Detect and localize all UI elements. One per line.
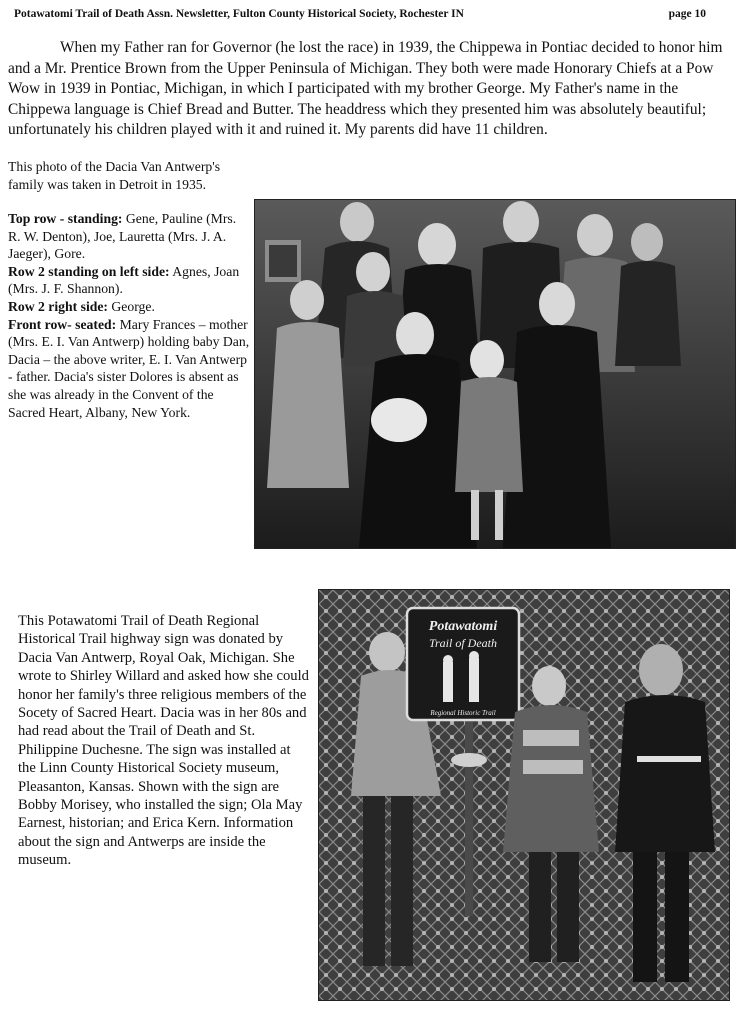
sign-photo [318, 589, 730, 1001]
intro-paragraph: When my Father ran for Governor (he lost the race) in 1939, the Chippewa in Pontiac decided to honor him and a Mr. Prentice Brown from the Upper Peninsula of Michigan. They both were made Honorary Chiefs at a Pow Wow in 1939 in Pontiac, Michigan, in which I participated with my brother George. My Father's name in the Chippewa language is Chief Bread and Butter. The headdress which they presented him was absolutely beautiful; unfortunately his children played with it and ruined it. My parents did have 11 children. [8, 39, 723, 138]
family-photo-caption: This photo of the Dacia Van Antwerp's family was taken in Detroit in 1935. [8, 159, 221, 192]
front-row-label: Front row- seated: [8, 316, 117, 332]
trail-sign [407, 608, 519, 720]
top-row-label: Top row - standing: [8, 211, 123, 226]
sign-paragraph: This Potawatomi Trail of Death Regional Historical Trail highway sign was donated by Dacia Van Antwerp, Royal Oak, Michigan. She wrote to Shirley Willard and asked how she could honor her family's three religious members of the Socety of Sacred Heart. Dacia was in her 80s and had read about the Trail of Death and St. Philippine Duchesne. The sign was installed at the Linn County Historical Society museum, Pleasanton, Kansas. Shown with the sign are Bobby Morisey, who installed the sign; Ola May Earnest, historian; and Erica Kern. Information about the sign and Antwerps are inside the museum. [18, 613, 309, 869]
family-photo [254, 199, 736, 549]
sign-line-3: Regional Historic Trail [430, 709, 496, 717]
family-names-caption [8, 210, 252, 421]
sign-line-1: Potawatomi [428, 619, 498, 634]
row2-right-label: Row 2 right side: [8, 298, 108, 314]
newsletter-title: Potawatomi Trail of Death Assn. Newsletter, Fulton County Historical Society, Rochester IN [14, 8, 464, 20]
row2-left-names: Agnes, Joan (Mrs. J. F. Shannon). [8, 263, 240, 297]
newsletter-header [14, 6, 706, 24]
sign-line-2: Trail of Death [428, 636, 498, 650]
top-row-names: Gene, Pauline (Mrs. R. W. Denton), Joe, Lauretta (Mrs. J. A. Jaeger), Gore. [8, 211, 237, 262]
row2-right-names: George. [108, 298, 155, 314]
page-number: page 10 [668, 8, 706, 20]
front-row-names: Mary Frances – mother (Mrs. E. I. Van Antwerp) holding baby Dan, Dacia – the above writer, E. I. Van Antwerp - father. Dacia's sister Dolores is absent as she was already in the Convent of the Sacred Heart, Albany, New York. [8, 316, 250, 420]
row2-left-label: Row 2 standing on left side: [8, 263, 170, 279]
